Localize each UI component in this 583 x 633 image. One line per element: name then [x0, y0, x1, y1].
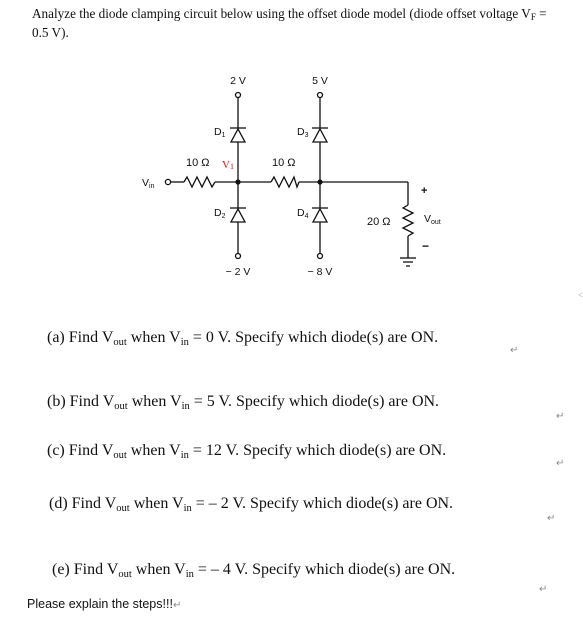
edge-mark: < — [578, 290, 583, 300]
label-v1: V1 — [222, 159, 234, 171]
diode-d1 — [230, 128, 246, 142]
label-d2: D2 — [214, 207, 226, 220]
label-vout: Vout — [424, 213, 441, 226]
diode-d4 — [312, 208, 328, 222]
junction-v1 — [235, 179, 240, 184]
label-d3: D3 — [297, 126, 309, 139]
label-2v-top: 2 V — [230, 75, 246, 87]
problem-statement-subscript: F — [530, 12, 536, 22]
label-r1: 10 Ω — [186, 157, 210, 169]
label-r2: 10 Ω — [272, 157, 296, 169]
return-mark-d: ↵ — [547, 513, 556, 524]
label-minus: − — [422, 239, 430, 253]
terminal-2v — [236, 93, 241, 98]
problem-statement-text: Analyze the diode clamping circuit below using the offset diode model (diode offset voltage V — [32, 6, 531, 21]
resistor-r1 — [184, 177, 215, 187]
question-b: (b) Find $V_{out}$ when $V_{in} = 5$ V. Specify which diode(s) are ON. — [47, 393, 440, 412]
label-neg2v-bottom: − 2 V — [225, 266, 251, 278]
vin-terminal — [165, 179, 170, 184]
label-d1: D1 — [214, 126, 226, 139]
question-c: (c) Find $V_{out}$ when $V_{in} = 12$ V. Specify which diode(s) are ON. — [47, 442, 447, 461]
question-e: (e) Find $V_{out}$ when $V_{in}$ = – 4 V. Specify which diode(s) are ON. — [52, 561, 456, 580]
diode-d2 — [230, 208, 246, 222]
label-vin: Vin — [142, 177, 155, 190]
junction-right — [317, 179, 322, 184]
terminal-neg8v — [318, 254, 323, 259]
label-d4: D4 — [297, 207, 309, 220]
terminal-5v — [318, 93, 323, 98]
return-mark-c: ↵ — [556, 458, 565, 469]
problem-statement-tail: = 0.5 V). — [32, 6, 547, 40]
diode-d3 — [312, 128, 328, 142]
return-mark-b: ↵ — [556, 411, 565, 422]
label-5v-top: 5 V — [312, 75, 328, 87]
question-a: (a) Find $V_{out}$ when $V_{in} = 0$ V. Specify which diode(s) are ON. — [47, 329, 439, 348]
return-mark-e: ↵ — [539, 584, 548, 595]
return-mark-footer: ↵ — [172, 600, 182, 611]
footer-note: Please explain the steps!!!↵ — [27, 597, 182, 611]
return-mark-a: ↵ — [510, 345, 519, 356]
resistor-r3 — [403, 205, 413, 236]
terminal-neg2v — [236, 254, 241, 259]
label-r3: 20 Ω — [367, 216, 391, 228]
question-d: (d) Find $V_{out}$ when $V_{in}$ = – 2 V. Specify which diode(s) are ON. — [49, 495, 454, 514]
label-plus: + — [421, 185, 428, 197]
label-neg8v-bottom: − 8 V — [307, 266, 333, 278]
